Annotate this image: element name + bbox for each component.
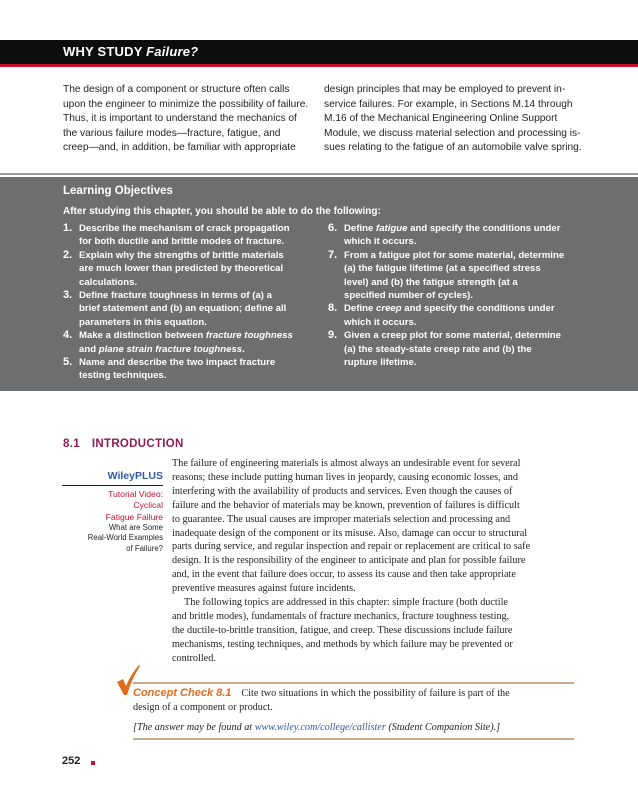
page-number: 252 <box>62 755 81 767</box>
concept-check-label: Concept Check 8.1 <box>133 687 232 699</box>
body-line: the ductile-to-brittle transition, fatigue, and creep. These discussions include failure <box>172 624 513 636</box>
objective-line: (a) the steady-state creep rate and (b) the <box>344 343 532 355</box>
answer-suffix: (Student Companion Site).] <box>385 722 501 733</box>
body-line: controlled. <box>172 652 216 664</box>
body-line: parts during service, and regular inspection and repair or replacement are critical to safe <box>172 541 531 553</box>
sidebar-red-line: Cyclical <box>133 500 163 511</box>
introduction-body <box>172 457 572 666</box>
objective-number: 7. <box>328 248 338 261</box>
objective-line: Given a creep plot for some material, determine <box>344 330 561 342</box>
why-line: sues relating to the fatigue of an automobile valve spring. <box>324 142 582 154</box>
objective-line <box>79 343 323 356</box>
objective-number: 2. <box>63 248 73 261</box>
sidebar-red-line: Tutorial Video: <box>108 489 163 499</box>
body-line: inadequate design of the component or its misuse. Also, damage can occur to structural <box>172 527 528 539</box>
body-line: The failure of engineering materials is almost always an undesirable event for several <box>172 458 521 469</box>
objective-line: Explain why the strengths of brittle materials <box>79 249 284 261</box>
objective-item-2 <box>63 249 323 289</box>
objective-item-3 <box>63 289 323 329</box>
objective-text: and <box>79 343 99 355</box>
objective-line: testing techniques. <box>79 370 167 382</box>
why-study-title-prefix: WHY STUDY <box>63 44 147 59</box>
objective-emphasis: fracture toughness <box>205 330 293 342</box>
objectives-top-rule <box>0 173 638 175</box>
objective-item-5 <box>63 356 323 383</box>
objective-number: 9. <box>328 329 338 342</box>
concept-check-answer <box>133 721 573 735</box>
objective-number: 5. <box>63 356 73 369</box>
objective-text: and specify the conditions under <box>407 223 561 234</box>
objective-item-9 <box>328 329 578 369</box>
body-line: and, in the event that failure does occur, to assess its cause and then take appropriate <box>172 569 516 581</box>
objective-number: 4. <box>63 329 73 342</box>
concept-check-question <box>133 686 573 701</box>
objective-emphasis: fatigue <box>376 223 408 234</box>
objective-line: From a fatigue plot for some material, determine <box>344 249 565 261</box>
body-line: interfering with the availability of products and services. Even though the causes of <box>172 485 513 497</box>
why-line: Thus, it is important to understand the mechanics of <box>63 113 297 125</box>
objective-line: Name and describe the two impact fracture <box>79 357 276 369</box>
objective-emphasis: plane strain fracture toughness <box>98 343 243 355</box>
body-line: mechanisms, testing techniques, and methods by which failure may be prevented or <box>172 638 513 650</box>
concept-check-top-rule <box>133 682 574 684</box>
why-line: The design of a component or structure often calls <box>63 84 290 95</box>
objective-line <box>79 329 323 342</box>
why-line: Module, we discuss material selection and processing is- <box>324 127 581 139</box>
answer-prefix: [The answer may be found at <box>133 722 255 733</box>
objective-item-1 <box>63 222 323 249</box>
objective-line <box>344 222 578 235</box>
wileyplus-sidebar <box>62 470 163 555</box>
sidebar-rule <box>62 485 163 486</box>
objective-text: Define <box>344 303 376 315</box>
objective-text: . <box>242 343 245 355</box>
concept-check-bottom-rule <box>133 738 574 740</box>
objective-line: specified number of cycles). <box>344 290 474 302</box>
objective-line: which it occurs. <box>344 316 417 328</box>
section-title: INTRODUCTION <box>91 438 184 450</box>
question-line: Cite two situations in which the possibility of failure is part of the <box>241 688 510 699</box>
why-line: design principles that may be employed to prevent in- <box>324 84 566 95</box>
why-line: the various failure modes—fracture, fatigue, and <box>63 127 281 139</box>
why-line: service failures. For example, in Sections M.14 through <box>324 98 573 110</box>
learning-objectives-intro: After studying this chapter, you should be able to do the following: <box>63 206 381 217</box>
objective-line: level) and (b) the fatigue strength (at a <box>344 276 518 288</box>
objective-item-8 <box>328 302 578 329</box>
objective-number: 1. <box>63 222 73 234</box>
objective-item-4 <box>63 329 323 356</box>
body-line: design. It is the responsibility of the engineer to anticipate and plan for possible failure <box>172 555 526 567</box>
why-line: upon the engineer to minimize the possibility of failure. <box>63 98 309 110</box>
why-line: creep—and, in addition, be familiar with appropriate <box>63 142 296 154</box>
objective-number: 3. <box>63 289 73 302</box>
question-line: design of a component or product. <box>133 702 273 713</box>
tutorial-video-link[interactable] <box>62 489 163 555</box>
objective-line: rupture lifetime. <box>344 357 417 369</box>
objective-text: Define <box>344 223 376 234</box>
objective-number: 6. <box>328 222 338 234</box>
section-heading <box>63 438 184 450</box>
why-study-title-emphasis: Failure? <box>146 44 199 59</box>
sidebar-red-line: Fatigue Failure <box>105 511 163 522</box>
objective-line: (a) the fatigue lifetime (at a specified stress <box>344 263 541 275</box>
learning-objectives-box <box>0 177 638 391</box>
objective-line: for both ductile and brittle modes of fracture. <box>79 236 285 248</box>
why-study-right-column <box>324 83 580 156</box>
sidebar-black-line: Real-World Examples <box>87 533 163 543</box>
learning-objectives-title: Learning Objectives <box>63 185 173 197</box>
wileyplus-logo: WileyPLUS <box>107 470 163 482</box>
body-line: The following topics are addressed in this chapter: simple fracture (both ductile <box>184 597 508 609</box>
objective-item-7 <box>328 249 578 303</box>
body-line: failure and the behavior of materials may be known, prevention of failures is difficult <box>172 499 520 511</box>
objective-line: are much lower than predicted by theoretical <box>79 263 284 275</box>
body-line: reasons; these include putting human lives in jeopardy, causing economic losses, and <box>172 471 518 483</box>
header-red-rule <box>0 64 638 67</box>
objective-text: Make a distinction between <box>79 330 206 342</box>
body-line: and brittle modes), fundamentals of fracture mechanics, fracture toughness testing, <box>172 610 510 622</box>
answer-link[interactable]: www.wiley.com/college/callister <box>254 722 386 733</box>
objective-line: Describe the mechanism of crack propagation <box>79 223 290 234</box>
sidebar-black-line: What are Some <box>108 522 163 532</box>
page-number-marker <box>91 761 95 765</box>
objective-line: brief statement and (b) an equation; define all <box>79 303 287 315</box>
why-study-title <box>63 44 198 59</box>
section-number: 8.1 <box>63 438 80 450</box>
objective-number: 8. <box>328 302 338 315</box>
objective-line: Define fracture toughness in terms of (a) a <box>79 290 272 302</box>
body-line: preventive measures against future incidents. <box>172 583 356 595</box>
chapter-header-bar <box>0 40 638 64</box>
objective-item-6 <box>328 222 578 249</box>
objective-line: which it occurs. <box>344 236 417 248</box>
why-line: M.16 of the Mechanical Engineering Online Support <box>324 113 558 125</box>
body-line: to guarantee. The usual causes are improper materials selection and processing and <box>172 513 511 525</box>
objective-line: calculations. <box>79 276 138 288</box>
objective-emphasis: creep <box>376 303 402 315</box>
why-study-left-column <box>63 83 319 156</box>
objective-line: parameters in this equation. <box>79 316 207 328</box>
objective-text: and specify the conditions under <box>401 303 555 315</box>
objectives-right-column <box>328 222 578 369</box>
objectives-left-column <box>63 222 323 383</box>
objective-line <box>344 302 578 315</box>
sidebar-black-line: of Failure? <box>126 544 163 554</box>
concept-check-text <box>133 686 573 735</box>
